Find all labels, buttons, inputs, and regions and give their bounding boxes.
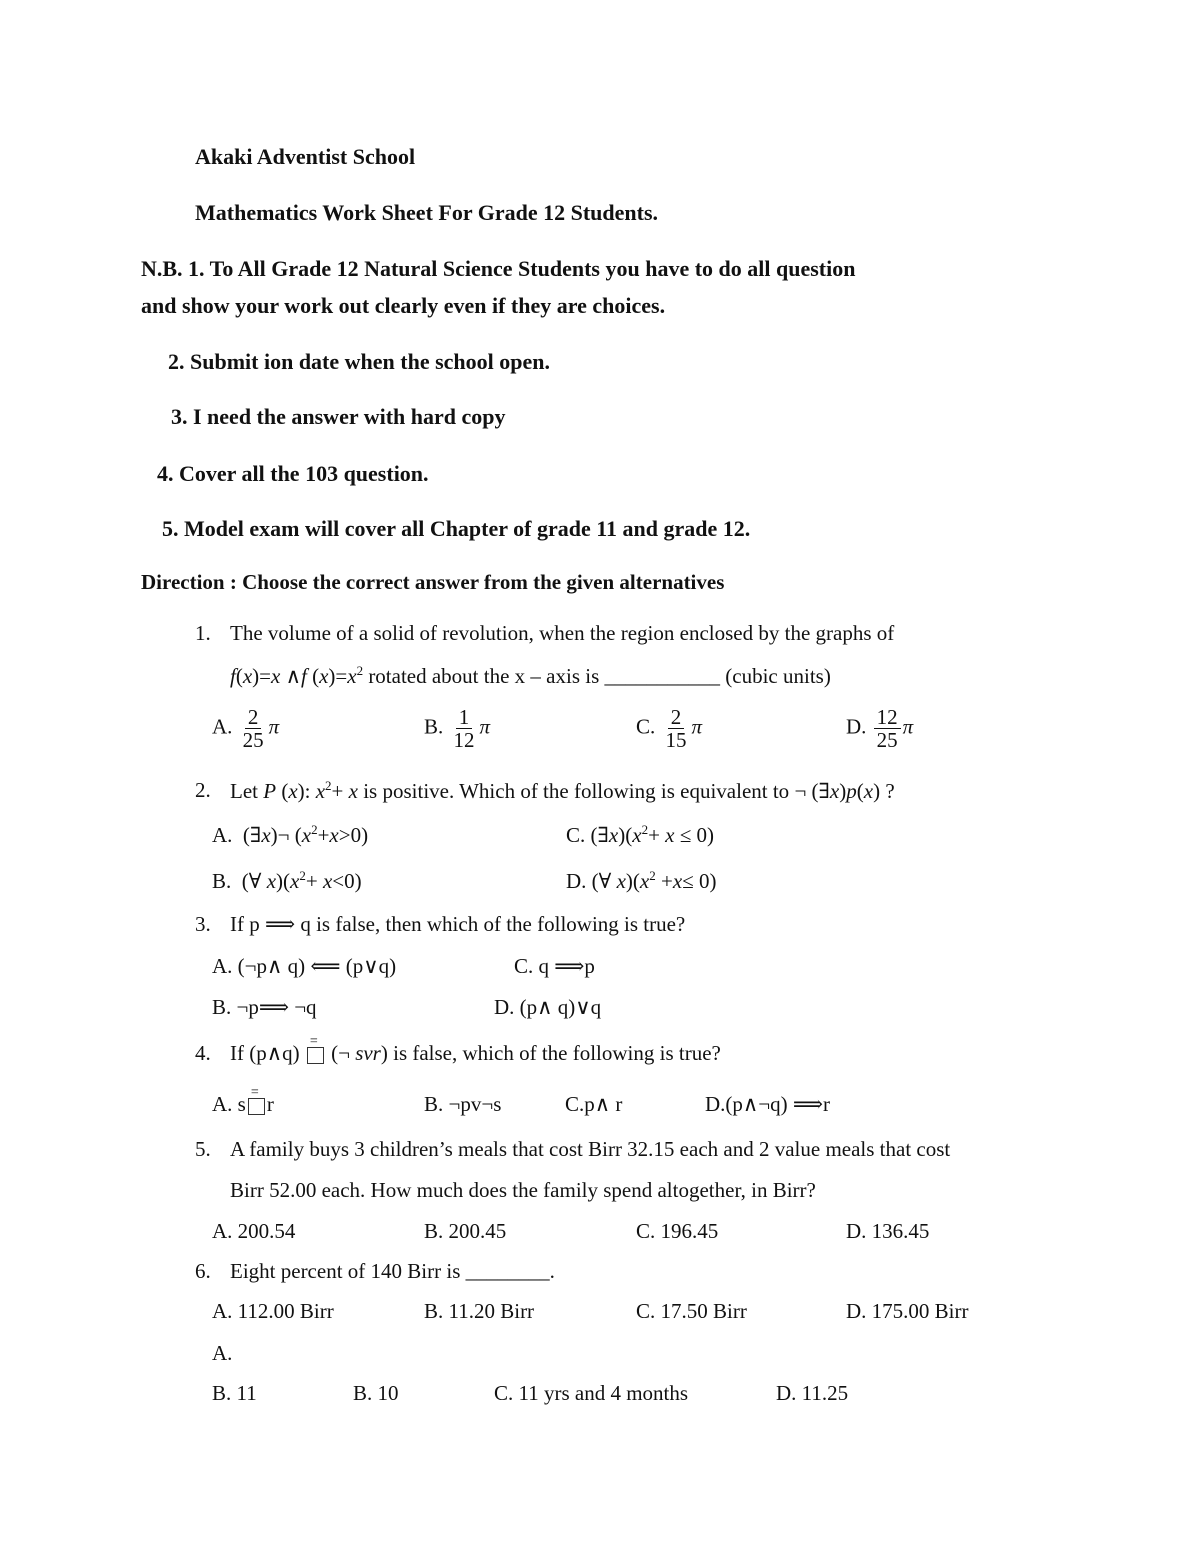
q3-option-c[interactable]: C. q ⟹p: [514, 954, 595, 978]
q4-number: 4.: [195, 1041, 211, 1065]
q1-option-c[interactable]: C. $\frac{2}{15}$ π: [636, 705, 703, 752]
q2-option-c[interactable]: C. $(\exists x)(x^2+ x \le 0)$: [566, 822, 715, 847]
q6-option-d[interactable]: D. 175.00 Birr: [846, 1299, 969, 1323]
q5-option-a[interactable]: A. 200.54: [212, 1219, 296, 1243]
q2-option-d[interactable]: D. (∀ $x)(x^2 +x\le 0)$: [566, 868, 717, 893]
unrendered-symbol-icon: =: [307, 1047, 324, 1064]
q5-number: 5.: [195, 1137, 211, 1161]
q1-number: 1.: [195, 621, 211, 645]
note-5: 5. Model exam will cover all Chapter of grade 11 and grade 12.: [162, 516, 751, 541]
q5-text-line-1: A family buys 3 children’s meals that cost Birr 32.15 each and 2 value meals that cost: [230, 1137, 951, 1161]
school-name: Akaki Adventist School: [195, 144, 416, 169]
q3-option-d[interactable]: D. (p∧ q)∨q: [494, 995, 602, 1019]
unrendered-symbol-icon: =: [248, 1098, 265, 1115]
q7-option-a[interactable]: A.: [212, 1341, 233, 1365]
direction: Direction : Choose the correct answer from the given alternatives: [141, 570, 725, 594]
q6-option-c[interactable]: C. 17.50 Birr: [636, 1299, 747, 1323]
q4-option-c[interactable]: C.p∧ r: [565, 1092, 623, 1116]
q1-text-line-1: The volume of a solid of revolution, when the region enclosed by the graphs of: [230, 621, 895, 645]
note-2: 2. Submit ion date when the school open.: [168, 349, 551, 374]
note-3: 3. I need the answer with hard copy: [171, 404, 506, 429]
q1-option-a[interactable]: A. $\frac{2}{25}$ π: [212, 705, 280, 752]
q7-option-c[interactable]: B. 10: [353, 1381, 399, 1405]
q2-number: 2.: [195, 778, 211, 802]
q4-text: If (p∧q) = (¬ svr) is false, which of the following is true?: [230, 1034, 721, 1065]
worksheet-title: Mathematics Work Sheet For Grade 12 Students.: [195, 200, 658, 225]
q7-option-d[interactable]: C. 11 yrs and 4 months: [494, 1381, 689, 1405]
q2-text: Let P (x): $x^2+ x$ is positive. Which of the following is equivalent to ¬ (∃x)p(x) ?: [230, 778, 895, 803]
q6-number: 6.: [195, 1259, 211, 1283]
q2-option-b[interactable]: B. (∀ $x)(x^2+ x<0)$: [212, 868, 362, 893]
q5-option-b[interactable]: B. 200.45: [424, 1219, 507, 1243]
q1-option-b[interactable]: B. $\frac{1}{12}$ π: [424, 705, 491, 752]
q4-option-d[interactable]: D.(p∧¬q) ⟹r: [705, 1092, 830, 1116]
q2-option-a[interactable]: A. (∃x)¬ $(x^2+x>0)$: [212, 822, 369, 847]
q6-option-b[interactable]: B. 11.20 Birr: [424, 1299, 535, 1323]
q3-number: 3.: [195, 912, 211, 936]
q3-option-b[interactable]: B. ¬p⟹ ¬q: [212, 995, 317, 1019]
q1-text-line-2: f(x)=x ∧f $(x)=x^2$ rotated about the x – axis is ___________ (cubic units): [230, 663, 831, 688]
q6-option-a[interactable]: A. 112.00 Birr: [212, 1299, 334, 1323]
q3-text: If p ⟹ q is false, then which of the following is true?: [230, 912, 686, 936]
q5-option-c[interactable]: C. 196.45: [636, 1219, 719, 1243]
q7-option-e[interactable]: D. 11.25: [776, 1381, 849, 1405]
q5-option-d[interactable]: D. 136.45: [846, 1219, 930, 1243]
q7-option-b[interactable]: B. 11: [212, 1381, 257, 1405]
q3-option-a[interactable]: A. (¬p∧ q) ⟸ (p∨q): [212, 954, 397, 978]
note-4: 4. Cover all the 103 question.: [157, 461, 429, 486]
q4-option-b[interactable]: B. ¬pv¬s: [424, 1092, 502, 1116]
note-1-line-2: and show your work out clearly even if they are choices.: [141, 293, 666, 318]
q5-text-line-2: Birr 52.00 each. How much does the family spend altogether, in Birr?: [230, 1178, 816, 1202]
q6-text: Eight percent of 140 Birr is ________.: [230, 1259, 555, 1283]
note-1-line-1: N.B. 1. To All Grade 12 Natural Science Students you have to do all question: [141, 256, 856, 281]
q1-option-d[interactable]: D. $\frac{12}{25}$ π: [846, 705, 914, 752]
q4-option-a[interactable]: A. s = r: [212, 1085, 274, 1116]
